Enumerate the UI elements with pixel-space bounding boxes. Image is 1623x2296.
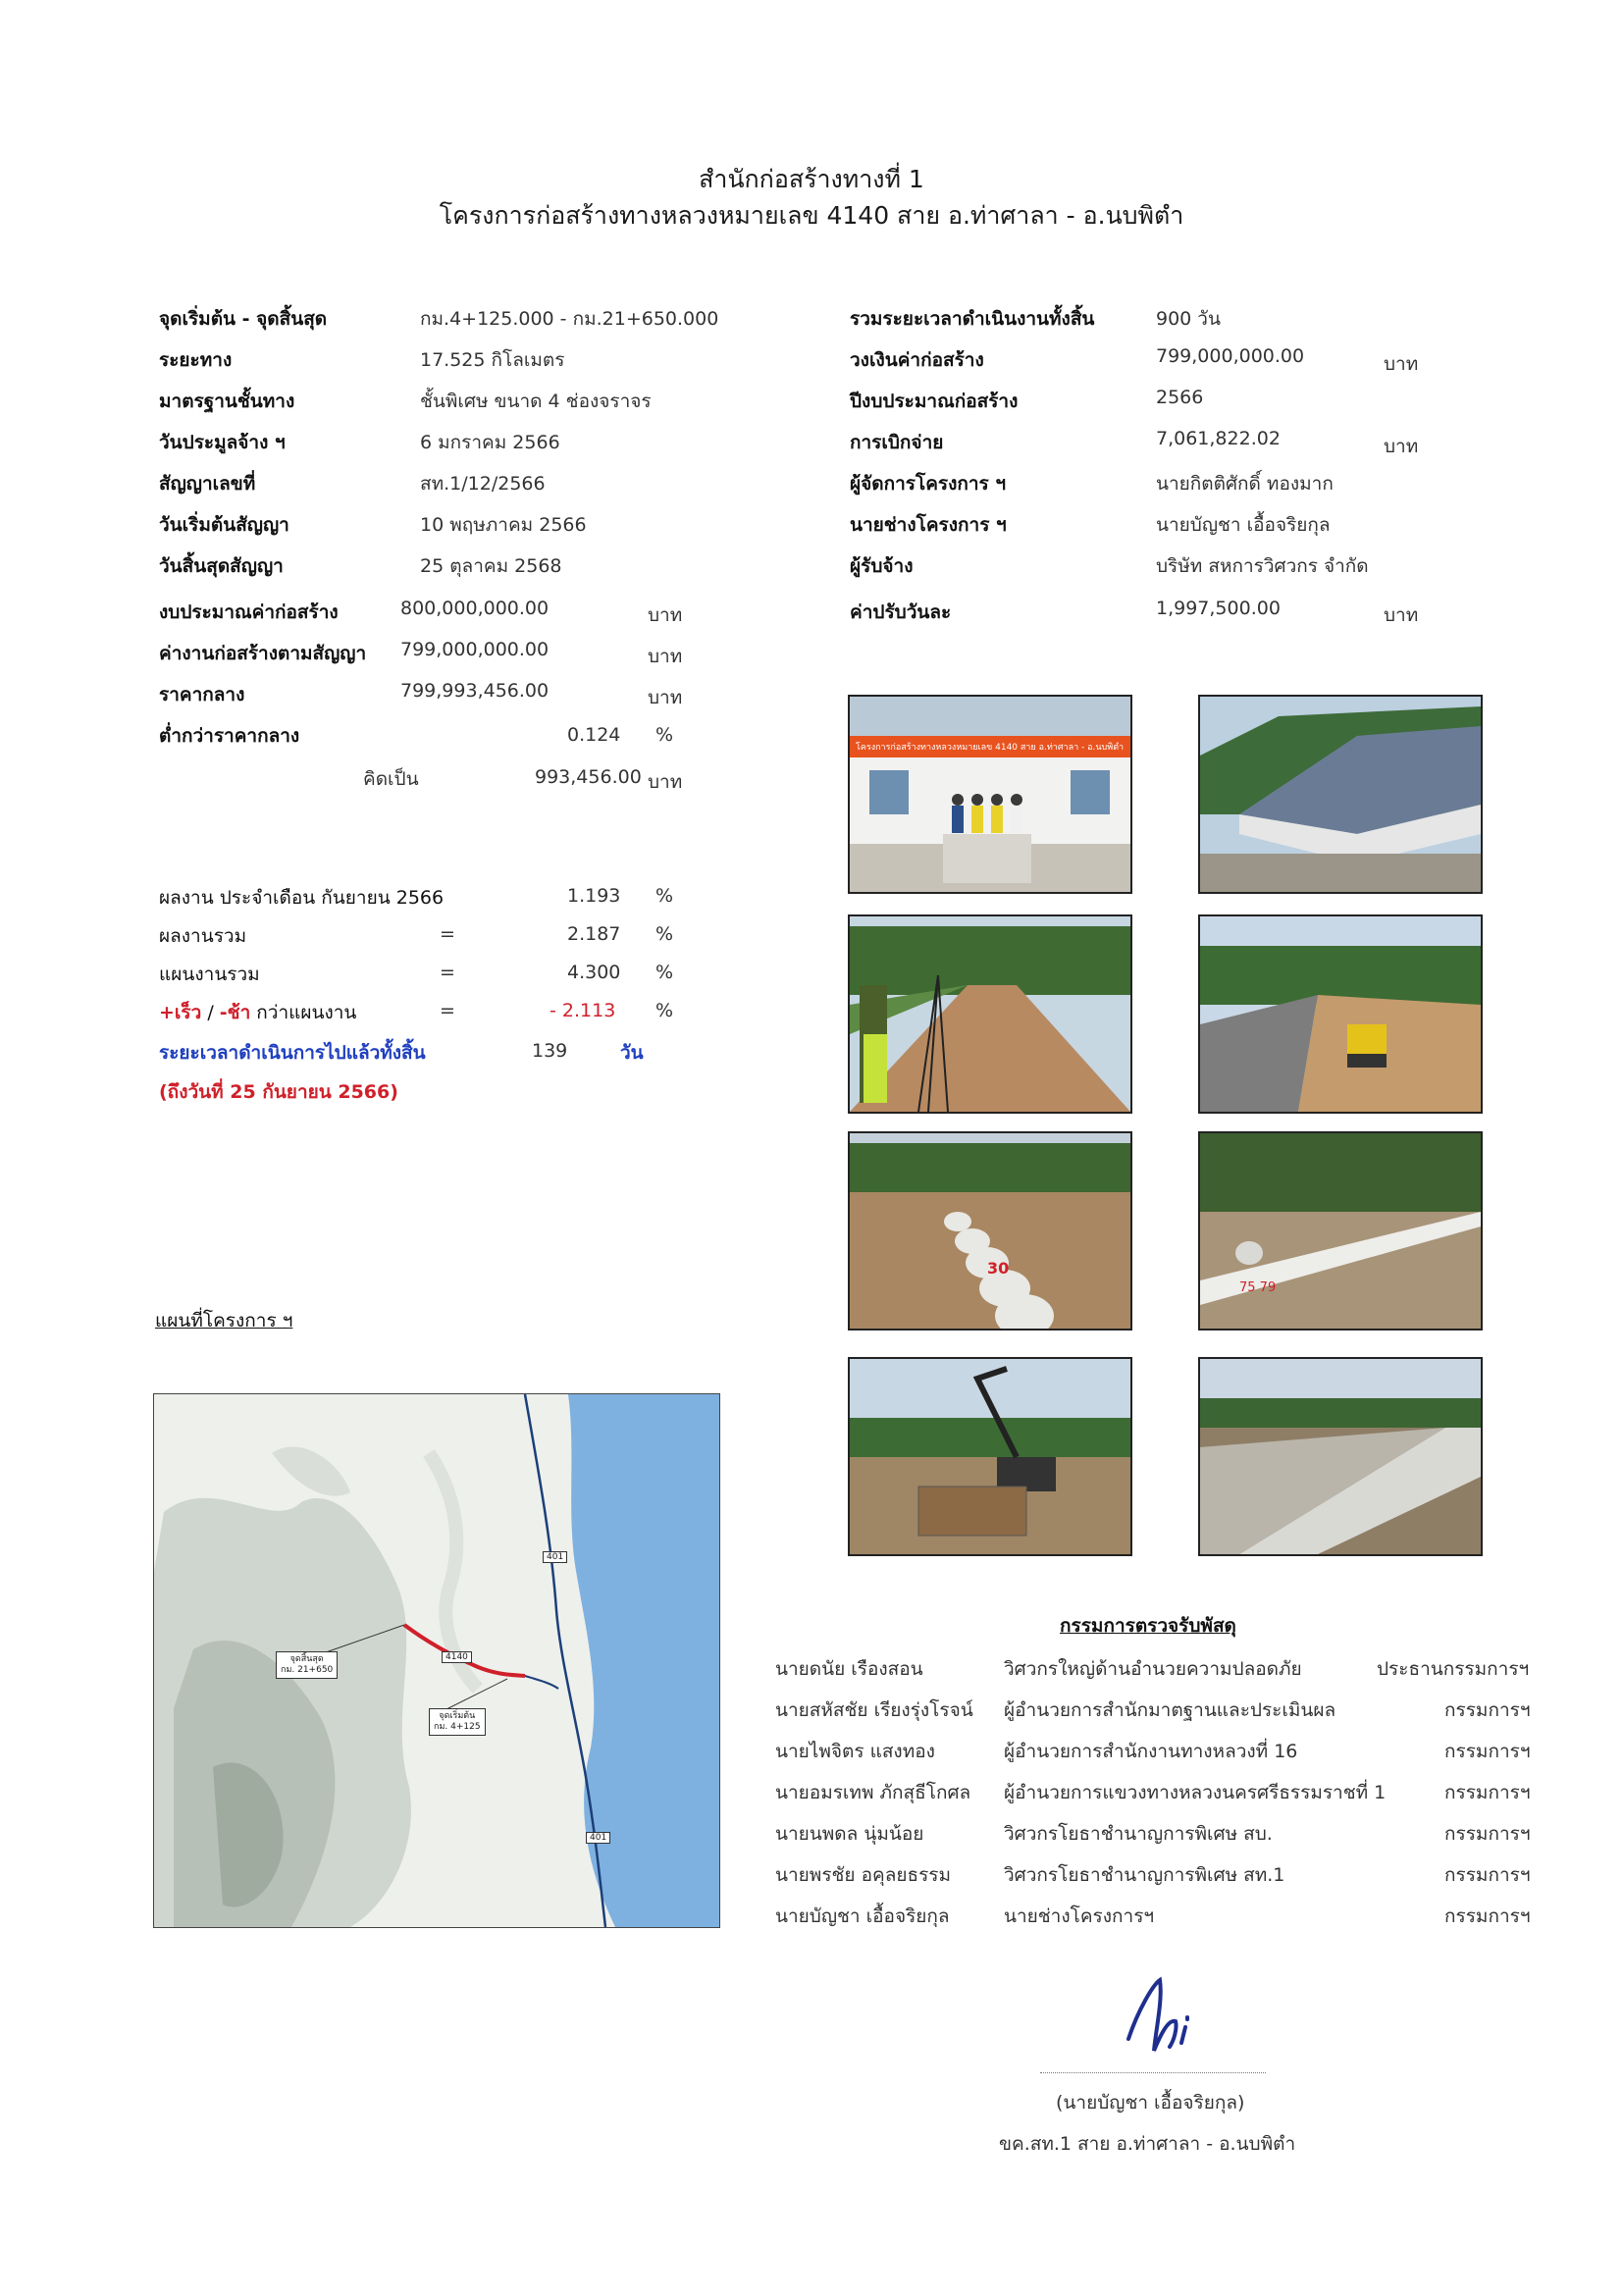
info-label: นายช่างโครงการ ฯ: [850, 514, 1007, 536]
plan-progress-value: 4.300: [567, 962, 621, 983]
pipe-mark: 75 79: [1239, 1280, 1277, 1295]
slower-label: -ช้า: [219, 1002, 251, 1023]
member-role: กรรมการฯ: [1444, 1864, 1531, 1886]
elapsed-label: ระยะเวลาดำเนินการไปแล้วทั้งสิ้น: [159, 1042, 426, 1064]
committee-heading: กรรมการตรวจรับพัสดุ: [1060, 1615, 1236, 1637]
photo-road-roller: [1198, 914, 1483, 1114]
elapsed-value: 139: [532, 1040, 568, 1062]
start-point-km: กม. 4+125: [434, 1722, 481, 1732]
signature-line: [1040, 2072, 1266, 2073]
pct-sign: %: [655, 923, 674, 945]
equivalent-unit: บาท: [648, 771, 683, 793]
info-value: 25 ตุลาคม 2568: [420, 555, 562, 577]
info-label: ปีงบประมาณก่อสร้าง: [850, 391, 1019, 412]
info-unit: บาท: [648, 646, 683, 667]
info-label: ค่าปรับวันละ: [850, 601, 952, 623]
info-unit: บาท: [1384, 436, 1419, 457]
info-label: วันเริ่มต้นสัญญา: [159, 514, 289, 536]
as-of-date: (ถึงวันที่ 25 กันยายน 2566): [159, 1081, 398, 1103]
monthly-progress-label: ผลงาน ประจำเดือน กันยายน 2566: [159, 887, 445, 909]
signer-name: (นายบัญชา เอื้อจริยกุล): [1056, 2092, 1245, 2113]
end-point-km: กม. 21+650: [281, 1665, 334, 1675]
member-name: นายนพดล นุ่มน้อย: [775, 1823, 924, 1845]
signer-title: ขค.สท.1 สาย อ.ท่าศาลา - อ.นบพิตำ: [999, 2133, 1296, 2155]
member-position: วิศวกรใหญ่ด้านอำนวยความปลอดภัย: [1004, 1658, 1302, 1680]
info-unit: บาท: [1384, 353, 1419, 375]
monthly-progress-value: 1.193: [567, 885, 621, 907]
signature-mark: [1109, 1970, 1217, 2068]
info-unit: บาท: [1384, 604, 1419, 626]
info-label: จุดเริ่มต้น - จุดสิ้นสุด: [159, 308, 328, 330]
photo-excavator-wall: [848, 1357, 1132, 1556]
pct-sign: %: [655, 1000, 674, 1021]
info-label: รวมระยะเวลาดำเนินงานทั้งสิ้น: [850, 308, 1095, 330]
member-position: นายช่างโครงการฯ: [1004, 1905, 1155, 1927]
info-label: วันประมูลจ้าง ฯ: [159, 432, 286, 453]
info-label: ค่างานก่อสร้างตามสัญญา: [159, 643, 367, 664]
info-label: งบประมาณค่าก่อสร้าง: [159, 601, 339, 623]
info-value: 2566: [1156, 387, 1204, 408]
pct-sign: %: [655, 885, 674, 907]
map-terrain: [154, 1394, 719, 1927]
map-heading: แผนที่โครงการ ฯ: [155, 1310, 293, 1331]
total-progress-label: ผลงานรวม: [159, 925, 247, 947]
info-label: การเบิกจ่าย: [850, 432, 944, 453]
separator: /: [201, 1002, 220, 1023]
photo-retaining-wall: [1198, 1357, 1483, 1556]
info-label: ราคากลาง: [159, 684, 245, 705]
member-role: กรรมการฯ: [1444, 1905, 1531, 1927]
member-role: กรรมการฯ: [1444, 1823, 1531, 1845]
project-map: [153, 1393, 720, 1928]
member-position: วิศวกรโยธาชำนาญการพิเศษ สบ.: [1004, 1823, 1273, 1845]
member-name: นายพรชัย อคุลยธรรม: [775, 1864, 952, 1886]
info-label: ต่ำกว่าราคากลาง: [159, 725, 300, 747]
info-label: วงเงินค่าก่อสร้าง: [850, 349, 984, 371]
photo-drain-pipes: [848, 1131, 1132, 1331]
info-value: 1,997,500.00: [1156, 598, 1281, 619]
start-point-note: [429, 1708, 486, 1736]
plan-progress-label: แผนงานรวม: [159, 964, 260, 985]
photo-banner-text: โครงการก่อสร้างทางหลวงหมายเลข 4140 สาย อ.ท่าศาลา - อ.นบพิตำ: [856, 743, 1125, 753]
info-value: 17.525 กิโลเมตร: [420, 349, 565, 371]
info-unit: %: [655, 724, 674, 746]
info-value: กม.4+125.000 - กม.21+650.000: [420, 308, 719, 330]
end-point-note: [276, 1651, 338, 1679]
equivalent-value: 993,456.00: [535, 766, 642, 788]
info-value: สท.1/12/2566: [420, 473, 546, 495]
info-value: 800,000,000.00: [400, 598, 550, 619]
info-label: ผู้จัดการโครงการ ฯ: [850, 473, 1007, 495]
info-value: 0.124: [567, 724, 621, 746]
photo-pipe-line: [1198, 1131, 1483, 1331]
start-point-label: จุดเริ่มต้น: [439, 1711, 476, 1721]
eq-sign: =: [440, 923, 455, 945]
pct-sign: %: [655, 962, 674, 983]
info-value: 7,061,822.02: [1156, 428, 1281, 449]
route-4140-shield: 4140: [442, 1651, 472, 1663]
info-value: ชั้นพิเศษ ขนาด 4 ช่องจราจร: [420, 391, 652, 412]
info-label: สัญญาเลขที่: [159, 473, 256, 495]
than-plan-label: กว่าแผนงาน: [250, 1002, 357, 1023]
faster-label: +เร็ว: [159, 1002, 202, 1023]
info-value: 799,000,000.00: [400, 639, 550, 660]
route-401-shield: 401: [586, 1832, 610, 1844]
eq-sign: =: [440, 962, 455, 983]
member-role: กรรมการฯ: [1444, 1741, 1531, 1762]
info-unit: บาท: [648, 687, 683, 708]
info-value: 799,993,456.00: [400, 680, 550, 702]
member-role: ประธานกรรมการฯ: [1377, 1658, 1530, 1680]
member-role: กรรมการฯ: [1444, 1782, 1531, 1803]
info-label: ระยะทาง: [159, 349, 233, 371]
total-progress-value: 2.187: [567, 923, 621, 945]
member-position: ผู้อำนวยการแขวงทางหลวงนครศรีธรรมราชที่ 1: [1004, 1782, 1387, 1803]
info-value: 900 วัน: [1156, 308, 1221, 330]
info-label: วันสิ้นสุดสัญญา: [159, 555, 284, 577]
info-unit: บาท: [648, 604, 683, 626]
equivalent-label: คิดเป็น: [363, 768, 419, 790]
end-point-label: จุดสิ้นสุด: [289, 1654, 324, 1664]
info-value: 799,000,000.00: [1156, 345, 1305, 367]
member-name: นายสหัสชัย เรียงรุ่งโรจน์: [775, 1699, 973, 1721]
diff-progress-label: [159, 998, 356, 1027]
info-value: 6 มกราคม 2566: [420, 432, 560, 453]
info-value: 10 พฤษภาคม 2566: [420, 514, 587, 536]
info-label: ผู้รับจ้าง: [850, 555, 914, 577]
member-name: นายอมรเทพ ภักสุธีโกศล: [775, 1782, 971, 1803]
info-value: นายบัญชา เอื้อจริยกุล: [1156, 514, 1331, 536]
member-name: นายดนัย เรืองสอน: [775, 1658, 923, 1680]
header-line-2: โครงการก่อสร้างทางหลวงหมายเลข 4140 สาย อ.ท่าศาลา - อ.นบพิตำ: [439, 201, 1184, 230]
member-position: ผู้อำนวยการสำนักงานทางหลวงที่ 16: [1004, 1741, 1298, 1762]
member-name: นายบัญชา เอื้อจริยกุล: [775, 1905, 950, 1927]
member-name: นายไพจิตร แสงทอง: [775, 1741, 935, 1762]
diff-progress-value: - 2.113: [550, 1000, 616, 1021]
info-value: บริษัท สหการวิศวกร จำกัด: [1156, 555, 1369, 577]
route-401-shield: 401: [543, 1551, 567, 1563]
member-role: กรรมการฯ: [1444, 1699, 1531, 1721]
info-label: มาตรฐานชั้นทาง: [159, 391, 295, 412]
photo-survey-road: [848, 914, 1132, 1114]
pipe-mark: 30: [987, 1259, 1010, 1278]
header-line-1: สำนักก่อสร้างทางที่ 1: [699, 165, 924, 193]
photo-office-group: [848, 695, 1132, 894]
member-position: วิศวกรโยธาชำนาญการพิเศษ สท.1: [1004, 1864, 1285, 1886]
elapsed-unit: วัน: [620, 1042, 644, 1064]
member-position: ผู้อำนวยการสำนักมาตฐานและประเมินผล: [1004, 1699, 1336, 1721]
photo-site-office: [1198, 695, 1483, 894]
info-value: นายกิตติศักดิ์ ทองมาก: [1156, 473, 1334, 495]
eq-sign: =: [440, 1000, 455, 1021]
